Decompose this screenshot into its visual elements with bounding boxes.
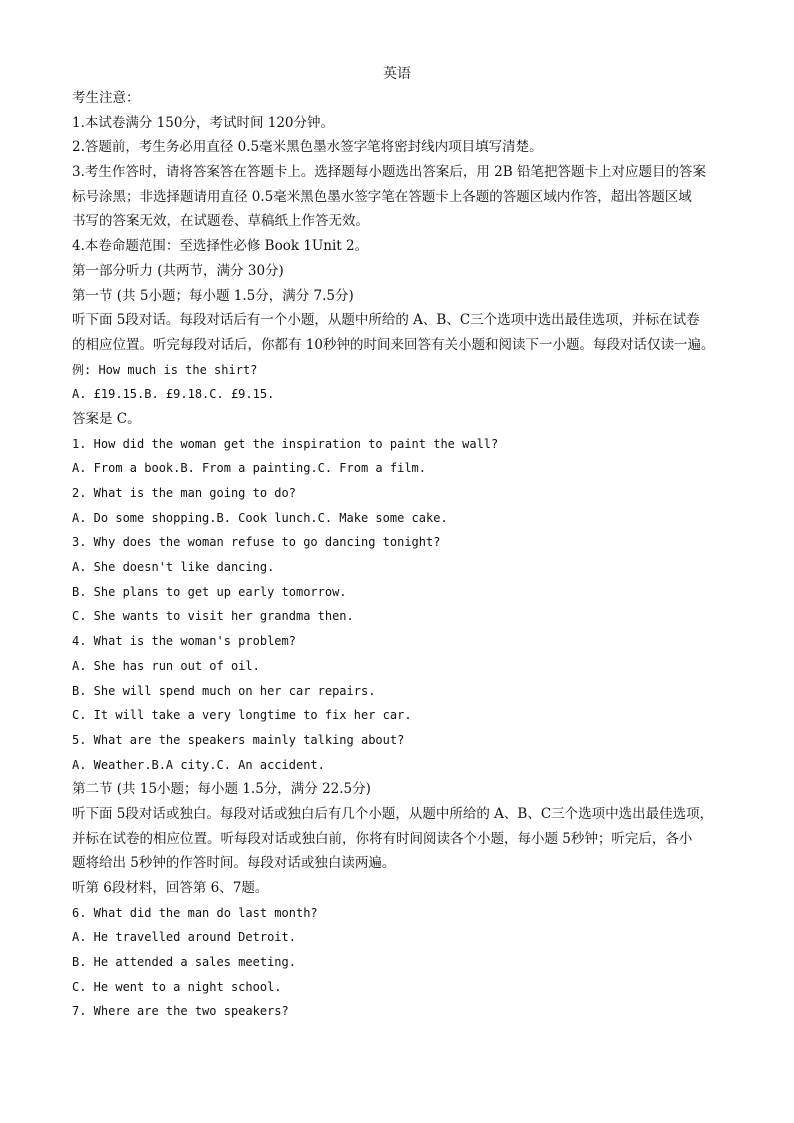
text-line: B. She will spend much on her car repairs.: [72, 683, 376, 698]
text-line: 题将给出 5秒钟的作答时间。每段对话或独白读两遍。: [72, 855, 396, 872]
text-line: A. He travelled around Detroit.: [72, 930, 296, 945]
text-line: 听第 6段材料，回答第 6、7题。: [72, 880, 269, 896]
text-line: 3.考生作答时，请将答案答在答题卡上。选择题每小题选出答案后，用 2B 铅笔把答题卡上对应题目的答案: [72, 164, 706, 181]
text-line: A. Do some shopping.B. Cook lunch.C. Make some cake.: [72, 510, 448, 525]
text-line: 3. Why does the woman refuse to go dancing tonight?: [72, 535, 441, 550]
text-line: A. £19.15.B. £9.18.C. £9.15.: [72, 387, 275, 402]
text-line: 1. How did the woman get the inspiration to paint the wall?: [72, 436, 499, 451]
text-line: 7. Where are the two speakers?: [72, 1004, 289, 1019]
text-line: A. From a book.B. From a painting.C. From a film.: [72, 461, 427, 476]
text-line: 6. What did the man do last month?: [72, 905, 318, 920]
text-line: 听下面 5段对话或独白。每段对话或独白后有几个小题，从题中所给的 A、B、C三个选项中选出最佳选项，: [72, 805, 714, 822]
text-line: 4. What is the woman's problem?: [72, 634, 296, 649]
text-line: 第二节 (共 15小题；每小题 1.5分，满分 22.5分): [72, 781, 371, 798]
text-line: 例: How much is the shirt?: [72, 362, 258, 377]
page-title: 英语: [383, 66, 411, 82]
text-line: B. She plans to get up early tomorrow.: [72, 584, 347, 599]
text-line: 并标在试卷的相应位置。听每段对话或独白前，你将有时间阅读各个小题，每小题 5秒钟；听完后，各小: [72, 830, 693, 847]
text-line: B. He attended a sales meeting.: [72, 955, 296, 970]
text-line: 5. What are the speakers mainly talking about?: [72, 732, 405, 747]
text-line: A. She has run out of oil.: [72, 658, 260, 673]
text-line: C. It will take a very longtime to fix her car.: [72, 708, 412, 723]
text-line: 4.本卷命题范围：至选择性必修 Book 1Unit 2。: [72, 238, 369, 255]
text-line: 第一部分听力 (共两节，满分 30分): [72, 262, 284, 279]
text-line: 1.本试卷满分 150分，考试时间 120分钟。: [72, 114, 334, 131]
text-line: A. Weather.B.A city.C. An accident.: [72, 757, 325, 772]
text-line: 2.答题前，考生务必用直径 0.5毫米黑色墨水签字笔将密封线内项目填写清楚。: [72, 139, 543, 156]
text-line: 听下面 5段对话。每段对话后有一个小题，从题中所给的 A、B、C三个选项中选出最佳选项，并标在试卷: [72, 312, 700, 329]
text-line: 答案是 C。: [72, 410, 141, 427]
text-line: C. She wants to visit her grandma then.: [72, 609, 354, 624]
text-line: 考生注意：: [72, 90, 140, 106]
text-line: 第一节 (共 5小题；每小题 1.5分，满分 7.5分): [72, 287, 354, 304]
exam-text-body: [72, 86, 732, 1024]
text-line: 书写的答案无效，在试题卷、草稿纸上作答无效。: [72, 213, 369, 230]
text-line: C. He went to a night school.: [72, 979, 282, 994]
text-line: 2. What is the man going to do?: [72, 486, 296, 500]
text-line: 的相应位置。听完每段对话后，你都有 10秒钟的时间来回答有关小题和阅读下一小题。每段对话仅读一遍。: [72, 336, 715, 353]
text-line: A. She doesn't like dancing.: [72, 560, 275, 575]
text-line: 标号涂黑；非选择题请用直径 0.5毫米黑色墨水签字笔在答题卡上各题的答题区域内作答，超出答题区域: [72, 188, 692, 205]
